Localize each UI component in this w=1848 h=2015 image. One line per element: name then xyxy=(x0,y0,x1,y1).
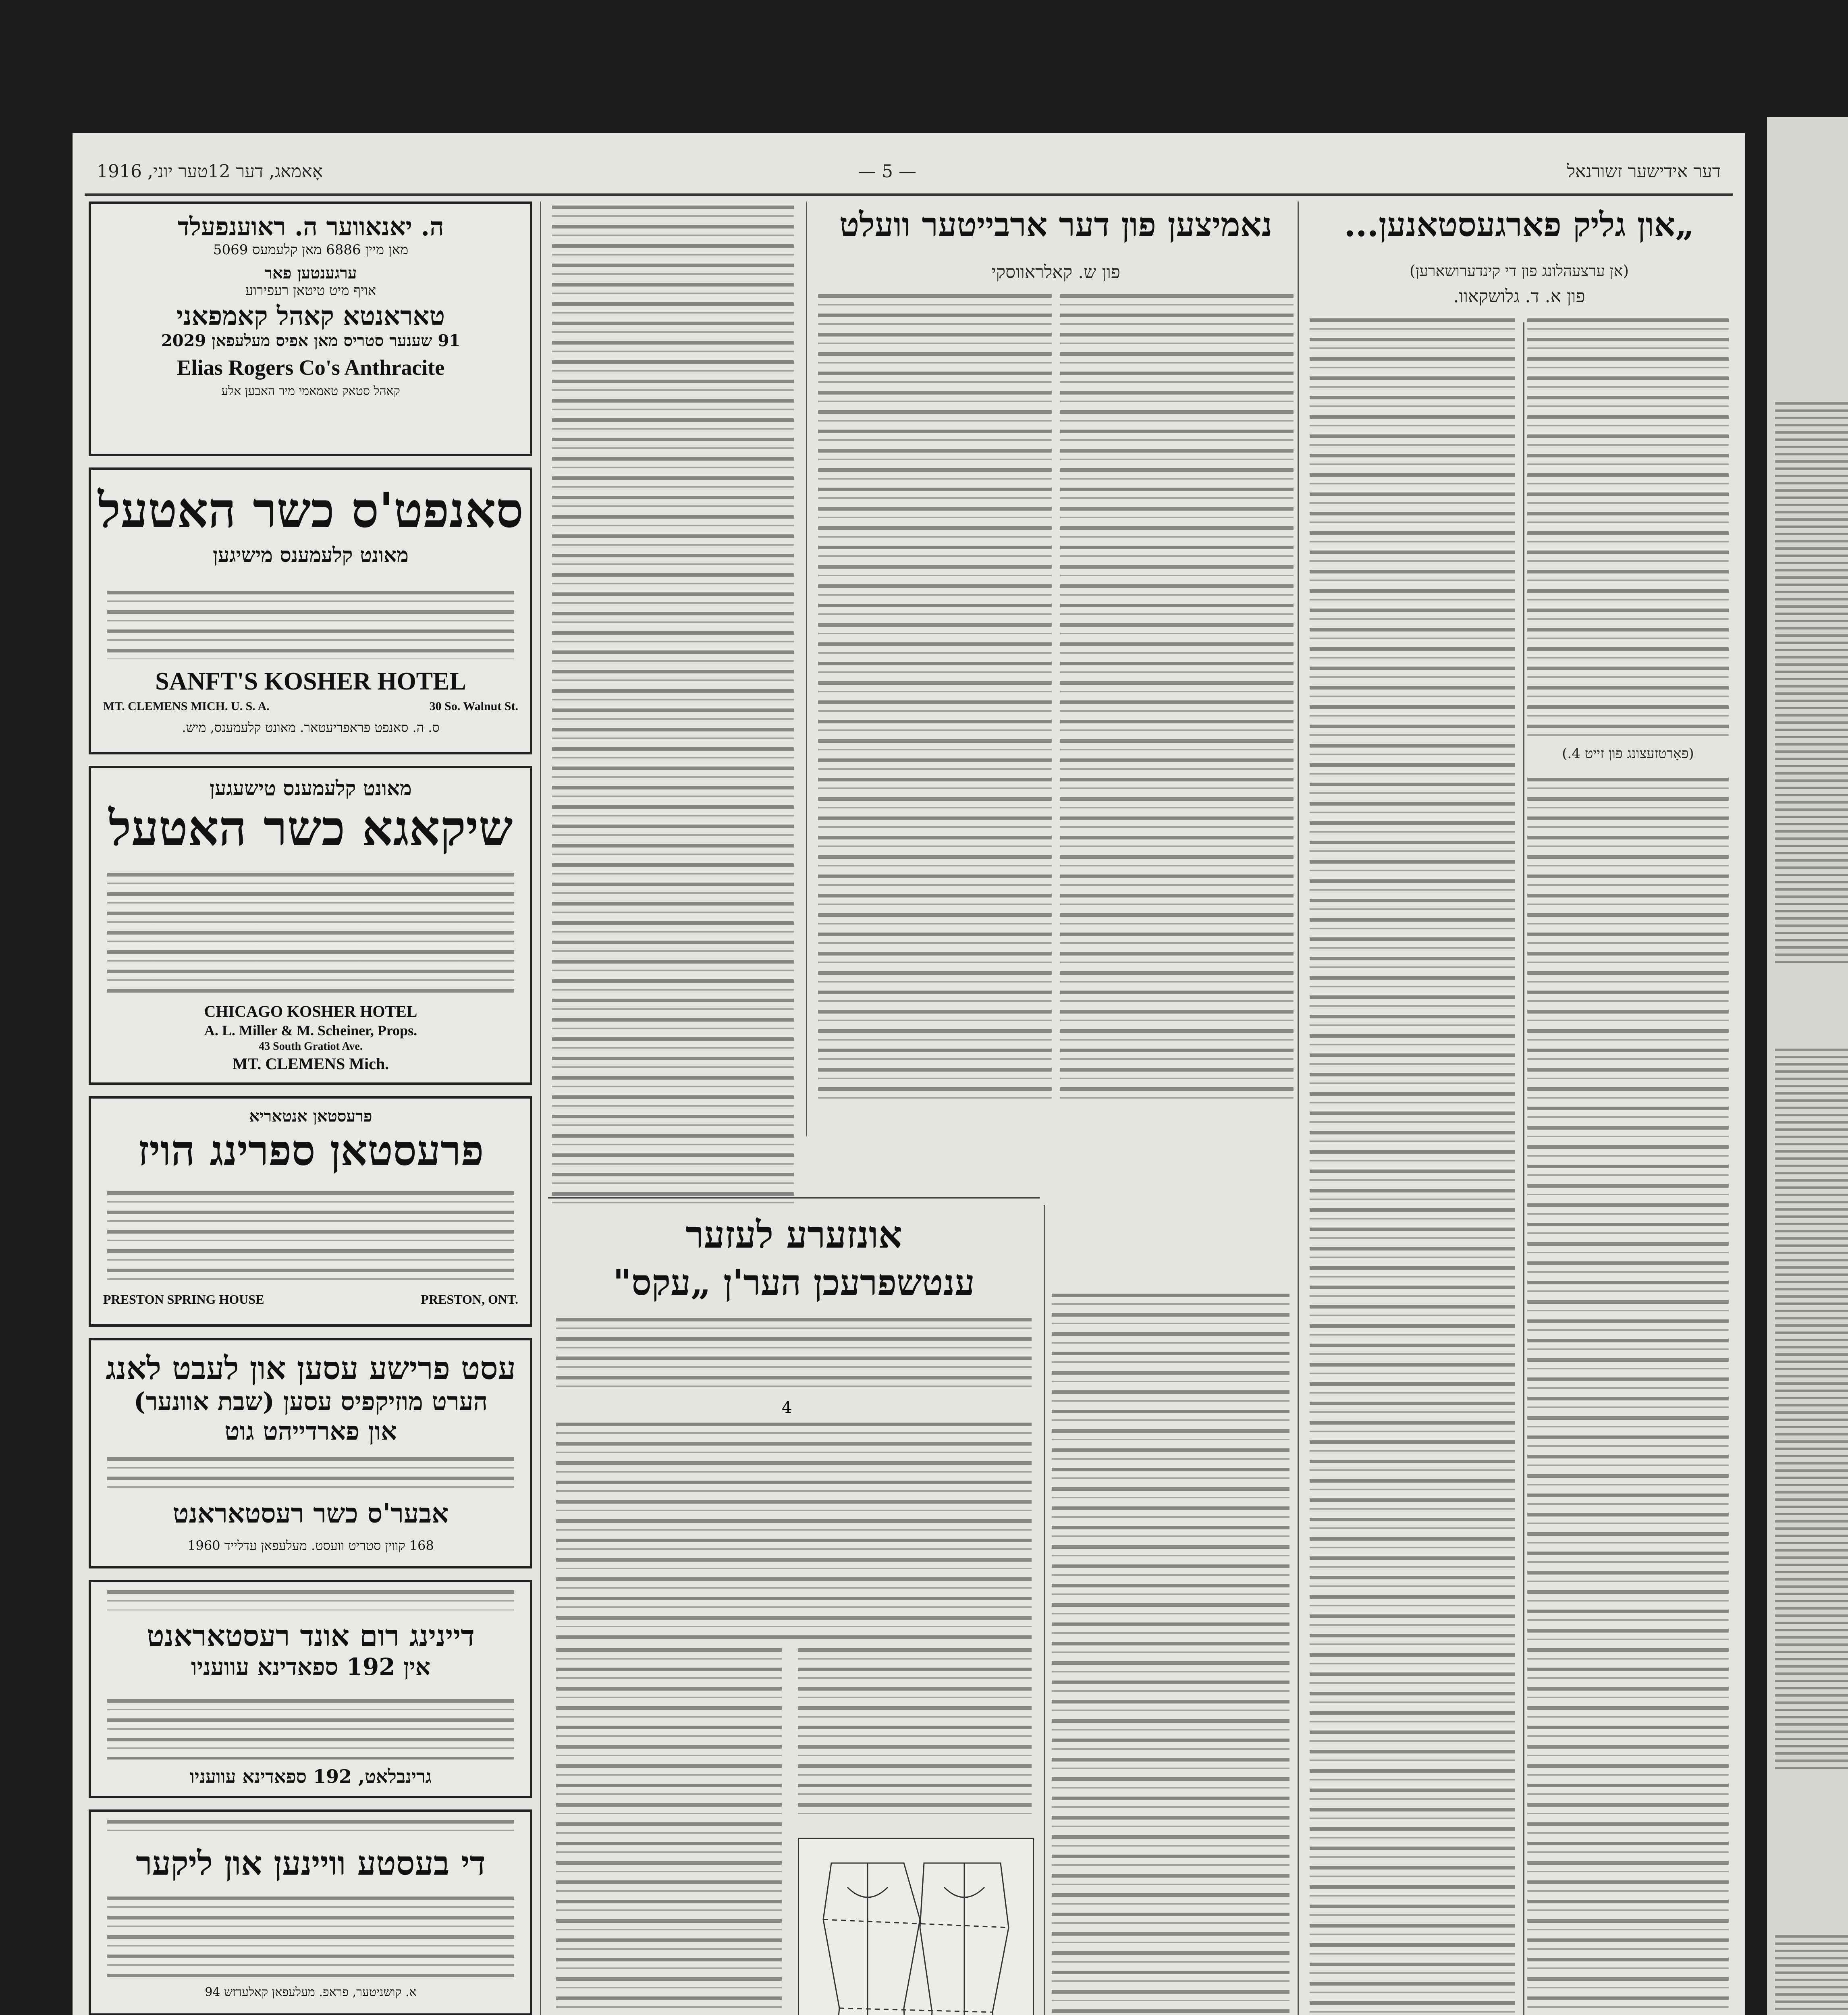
ad-dining-footer: גרינבלאט, 192 ספאדינא עוועניו xyxy=(190,1766,432,1787)
ad-wine-footer: א. קושניטער, פראפ. מעלעפאן קאלעדזש 94 xyxy=(205,1985,417,1999)
ad-sanft-hotel xyxy=(89,467,532,754)
ad-sanft-address-right: 30 So. Walnut St. xyxy=(429,700,518,713)
newspaper-page xyxy=(73,133,1745,2015)
ad-restaurant-text xyxy=(107,1457,514,1494)
right-article-text-col2-top xyxy=(1527,318,1729,737)
ad-sanft-subtitle: מאונט קלעמענס מישיגען xyxy=(213,543,409,567)
ad-sanft-text xyxy=(107,591,514,659)
ad-chicago-props: A. L. Miller & M. Scheiner, Props. xyxy=(204,1022,417,1039)
ad-preston-text xyxy=(107,1191,514,1280)
ad-restaurant-title2: הערט מוזיקפיס עסען (שבת אוונער) xyxy=(133,1387,488,1416)
right-article-byline: פון א. ד. גלושקאוו. xyxy=(1453,286,1585,307)
adjacent-page-lines-3 xyxy=(1775,1930,1848,2015)
pattern-svg xyxy=(799,1839,1030,2015)
right-article-subtitle: (אן ערצעהלונג פון די קינדערושארען) xyxy=(1409,262,1629,280)
ad-sanft-footer: ס. ה. סאנפט פראפריעטאר. מאונט קלעמענס, מיש. xyxy=(182,720,440,735)
ad-preston-top: פרעסטאן אנטאריא xyxy=(249,1107,372,1126)
ad-chicago-title-top: מאונט קלעמענס טישעגען xyxy=(210,776,412,800)
ad-sanft-title: סאנפט'ס כשר האטעל xyxy=(98,482,523,539)
right-article-title: „און גליק פארגעסטאנען... xyxy=(1344,206,1694,244)
middle-article-intro xyxy=(556,1318,1032,1390)
ad-preston-name: PRESTON SPRING HOUSE xyxy=(103,1292,264,1307)
ad-raunfeld-names: ה. יאנאווער ה. ראוענפעלד xyxy=(177,212,444,241)
right-article xyxy=(1306,202,1733,2015)
ad-raunfeld-footnote: קאהל סטאק טאמאמי מיר האבען אלע xyxy=(221,384,400,398)
ad-raunfeld-agency: טאראנטא קאהל קאמפאני xyxy=(176,301,445,331)
ads-column xyxy=(89,202,532,2015)
ad-dining-top-text xyxy=(107,1590,514,1610)
masthead-right: דער אידישער זשורנאל xyxy=(1567,161,1721,182)
ad-raunfeld xyxy=(89,202,532,456)
column-2-text-top xyxy=(552,206,794,1205)
ad-wine xyxy=(89,1809,532,2015)
ad-dining-title: דיינינג רום אונד רעסטאראנט xyxy=(147,1618,475,1653)
ad-preston-title: פרעסטאן ספרינג הויז xyxy=(137,1126,484,1175)
middle-article-title: אונזערע לעזער xyxy=(685,1213,902,1257)
ad-restaurant-title1: עסט פרישע עסען און לעבט לאנג xyxy=(106,1350,516,1387)
column-rule-4 xyxy=(1298,202,1299,2015)
ad-wine-text xyxy=(107,1897,514,1977)
ad-chicago-title: שיקאגא כשר האטעל xyxy=(108,800,513,857)
ad-restaurant xyxy=(89,1338,532,1568)
ad-chicago-name: CHICAGO KOSHER HOTEL xyxy=(204,1002,417,1020)
middle-article-text-right xyxy=(798,1648,1032,1818)
column-rule-5 xyxy=(1523,322,1524,2015)
ad-wine-title: די בעסטע וויינען און ליקער xyxy=(136,1844,486,1883)
ad-chicago-text xyxy=(107,873,514,994)
ad-dining-addr: אין 192 ספאדינא עוועניו xyxy=(191,1653,431,1681)
ad-raunfeld-coal: Elias Rogers Co's Anthracite xyxy=(176,355,445,380)
masthead-page-number: — 5 — xyxy=(858,161,916,182)
adjacent-page-lines-2 xyxy=(1775,1044,1848,1769)
dress-pattern-diagram xyxy=(798,1838,1034,2015)
middle-article-list xyxy=(556,1423,1032,1640)
right-article-text-col1 xyxy=(1310,318,1515,2015)
ad-raunfeld-phone2: 91 שענער סטריס מאן אפיס מעלעפאן 2029 xyxy=(161,331,461,350)
ad-raunfeld-line1: אויף מיט טיטאן רעפירוע xyxy=(245,283,376,299)
main-article-text-right xyxy=(1060,294,1294,1100)
ad-dining-room xyxy=(89,1580,532,1798)
main-article-title: נאמיצען פון דער ארבייטער וועלט xyxy=(839,206,1273,244)
right-article-continued: (פאָרטזעצונג פון זייט 4.) xyxy=(1562,746,1694,762)
ad-restaurant-phone: 168 קווין סטריט וועסט. מעלעפאן עדלייד 1960 xyxy=(187,1538,434,1553)
ad-preston xyxy=(89,1096,532,1327)
main-article-text-left xyxy=(818,294,1052,1100)
middle-article-subtitle: ענטשפרעכן הער'ן „עקס" xyxy=(613,1261,975,1303)
right-article-text-col2 xyxy=(1527,778,1729,2015)
adjacent-page-edge xyxy=(1767,117,1848,2015)
column-rule-3 xyxy=(1044,1205,1045,2015)
adjacent-page-lines-1 xyxy=(1775,399,1848,963)
ad-raunfeld-phones: מאן מיין 6886 מאן קלעמעס 5069 xyxy=(213,242,409,258)
main-article-byline: פון ש. קאלראווסקי xyxy=(991,262,1120,283)
ad-chicago-city: MT. CLEMENS Mich. xyxy=(232,1055,389,1073)
middle-article-text-left xyxy=(556,1648,782,2015)
middle-article-rule-top xyxy=(548,1197,1040,1199)
column-rule-1 xyxy=(540,202,541,2015)
ad-preston-city: PRESTON, ONT. xyxy=(421,1292,518,1307)
ad-chicago-hotel xyxy=(89,766,532,1085)
ad-wine-top-text xyxy=(107,1820,514,1836)
ad-chicago-addr: 43 South Gratiot Ave. xyxy=(259,1040,363,1053)
ad-sanft-name: SANFT'S KOSHER HOTEL xyxy=(155,668,466,695)
ad-restaurant-name: אבער'ס כשר רעסטאראנט xyxy=(172,1498,449,1529)
ad-sanft-address-left: MT. CLEMENS MICH. U. S. A. xyxy=(103,700,270,713)
ad-dining-text xyxy=(107,1699,514,1759)
masthead-left: אָאמאג, דער 12טער יוני, 1916 xyxy=(97,161,323,182)
header-rule xyxy=(85,193,1733,196)
ad-restaurant-title3: און פארדייהט גוט xyxy=(224,1417,397,1446)
middle-article-number: 4 xyxy=(782,1398,792,1417)
ad-raunfeld-agents: ערגענטען פאר xyxy=(264,264,357,283)
column-rule-2 xyxy=(806,202,807,1136)
column-4-text-lower xyxy=(1052,1294,1289,2015)
